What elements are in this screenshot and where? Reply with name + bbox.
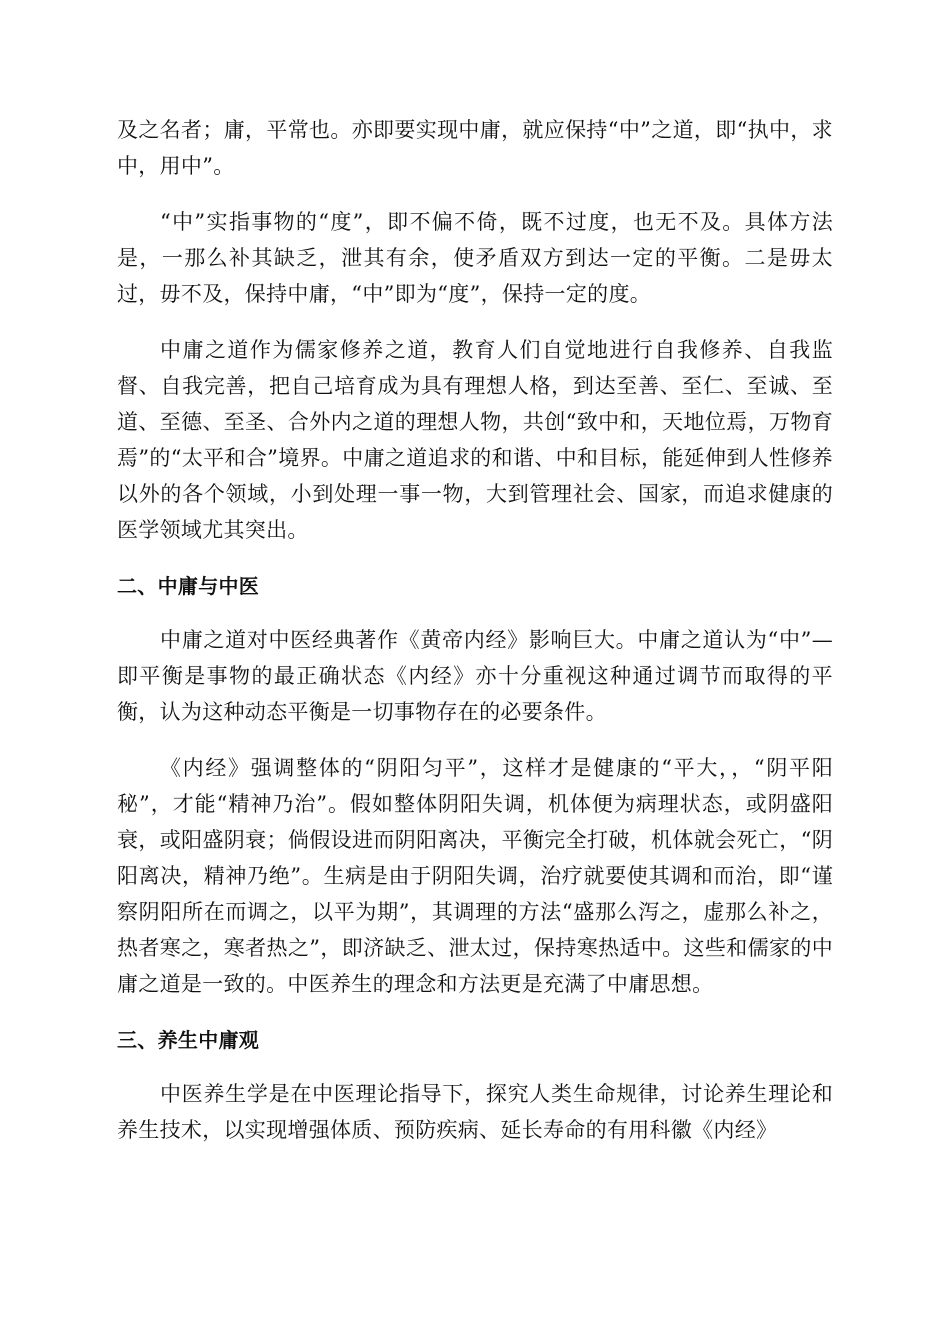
document-body (117, 112, 833, 1168)
paragraph-yin-yang-harmony: 《内经》强调整体的“阴阳匀平”，这样才是健康的“平大，，“阴平阳秘”，才能“精神乃治”。假如整体阴阳失调，机体便为病理状态，或阴盛阳衰，或阳盛阴衰；倘假设进而阴阳离决，平衡完全打破，机体就会死亡，“阴阳离决，精神乃绝”。生病是由于阴阳失调，治疗就要使其调和而治，即“谨察阴阳所在而调之，以平为期”，其调理的方法“盛那么泻之，虚那么补之，热者寒之，寒者热之”，即济缺乏、泄太过，保持寒热适中。这些和儒家的中庸之道是一致的。中医养生的理念和方法更是充满了中庸思想。 (117, 756, 833, 996)
paragraph-tcm-health-preservation: 中医养生学是在中医理论指导下，探究人类生命规律，讨论养生理论和养生技术，以实现增强体质、预防疾病、延长寿命的有用科徽《内经》 (117, 1082, 833, 1142)
paragraph-zhong-meaning: “中”实指事物的“度”，即不偏不倚，既不过度，也无不及。具体方法是，一那么补其缺乏，泄其有余，使矛盾双方到达一定的平衡。二是毋太过，毋不及，保持中庸，“中”即为“度”，保持一定的度。 (117, 210, 833, 306)
paragraph-zhongyong-definition: 及之名者；庸，平常也。亦即要实现中庸，就应保持“中”之道，即“执中，求中，用中”。 (117, 118, 833, 178)
section-heading-health-preservation: 三、养生中庸观 (117, 1028, 260, 1052)
paragraph-confucian-cultivation: 中庸之道作为儒家修养之道，教育人们自觉地进行自我修养、自我监督、自我完善，把自己培育成为具有理想人格，到达至善、至仁、至诚、至道、至德、至圣、合外内之道的理想人物，共创“致中和，天地位焉，万物育焉”的“太平和合”境界。中庸之道追求的和谐、中和目标，能延伸到人性修养以外的各个领域，小到处理一事一物，大到管理社会、国家，而追求健康的医学领域尤其突出。 (117, 338, 833, 542)
section-heading-zhongyong-and-tcm: 二、中庸与中医 (117, 574, 260, 598)
paragraph-neijing-balance: 中庸之道对中医经典著作《黄帝内经》影响巨大。中庸之道认为“中”—即平衡是事物的最正确状态《内经》亦十分重视这种通过调节而取得的平衡，认为这种动态平衡是一切事物存在的必要条件。 (117, 628, 833, 724)
